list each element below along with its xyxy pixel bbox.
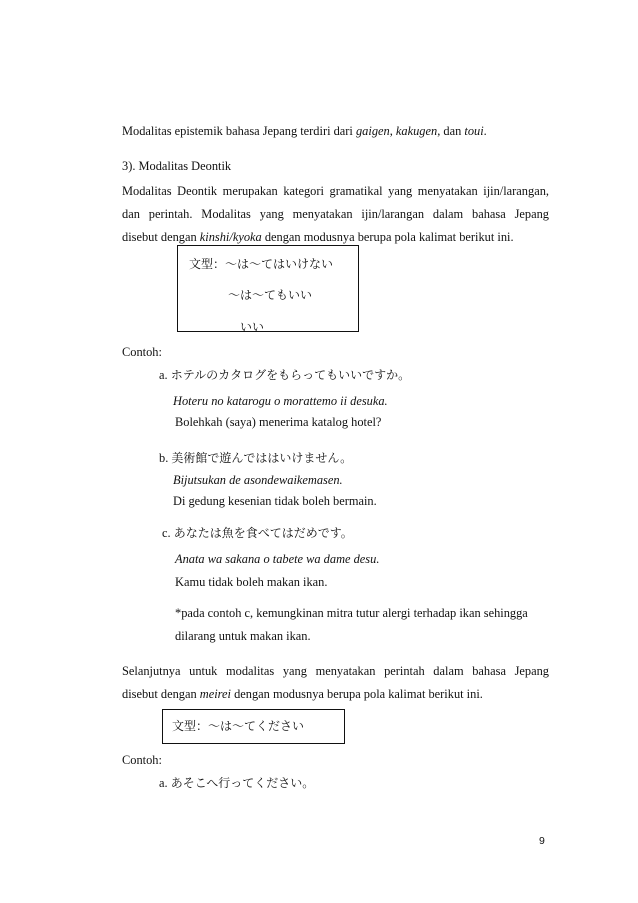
example-label: c. (162, 526, 174, 540)
pattern-box-meirei (162, 709, 345, 744)
para2-line2-post: dengan modusnya berupa pola kalimat berikut ini. (230, 687, 483, 701)
para1-line1: Modalitas Deontik merupakan kategori gramatikal yang menyatakan ijin/larangan, (122, 184, 549, 198)
separator: , (389, 124, 396, 138)
term-kakugen: kakugen (395, 124, 438, 138)
example-japanese: あそこへ行ってください。 (170, 776, 315, 790)
example-meirei-japanese-line (159, 776, 314, 792)
para1-line3-post: dengan modusnya berupa pola kalimat berikut ini. (261, 230, 514, 244)
example-label: b. (159, 451, 172, 465)
romaji-text: Anata wa sakana o tabete wa dame desu. (175, 552, 380, 566)
para1-line3-pre: disebut dengan (122, 230, 200, 244)
para2-line1: Selanjutnya untuk modalitas yang menyatakan perintah dalam bahasa Jepang (122, 664, 549, 678)
separator: , dan (437, 124, 465, 138)
pattern-row-meirei: 文型：～は～てください (172, 719, 305, 733)
para1-line3 (122, 230, 514, 246)
para2-line2 (122, 687, 483, 703)
page-number: 9 (539, 835, 545, 847)
example-label: a. (159, 776, 171, 790)
contoh-label: Contoh: (122, 345, 162, 359)
para2-line2-pre: disebut dengan (122, 687, 200, 701)
contoh-label: Contoh: (122, 753, 162, 767)
term-toui: toui (464, 124, 484, 138)
term-kinshi-kyoka: kinshi/kyoka (199, 230, 262, 244)
term-meirei: meirei (199, 687, 231, 701)
romaji-text: Hoteru no katarogu o morattemo ii desuka. (173, 394, 388, 408)
example-label: a. (159, 368, 171, 382)
intro-line (122, 124, 487, 140)
pattern-box-kinshi-kyoka (177, 245, 359, 332)
note-line1: *pada contoh c, kemungkinan mitra tutur alergi terhadap ikan sehingga (175, 606, 528, 620)
example-c-translation: Kamu tidak boleh makan ikan. (175, 575, 328, 589)
pattern-row-3: いい (240, 320, 265, 332)
example-c-romaji (175, 552, 379, 568)
example-c-japanese-line (162, 526, 353, 542)
example-b-japanese-line (159, 451, 352, 467)
example-a-romaji (173, 394, 388, 410)
romaji-text: Bijutsukan de asondewaikemasen. (173, 473, 343, 487)
example-b-translation: Di gedung kesenian tidak boleh bermain. (173, 494, 377, 508)
pattern-row-2: ～は～てもいい (228, 288, 313, 302)
note-line2: dilarang untuk makan ikan. (175, 629, 311, 643)
period: . (483, 124, 487, 138)
term-gaigen: gaigen (355, 124, 390, 138)
pattern-row-1: 文型：～は～てはいけない (189, 257, 334, 271)
intro-text: Modalitas epistemik bahasa Jepang terdiri dari (122, 124, 356, 138)
section-heading: 3). Modalitas Deontik (122, 159, 232, 173)
example-japanese: 美術館で遊んでははいけません。 (171, 451, 353, 465)
example-japanese: あなたは魚を食べてはだめです。 (173, 526, 353, 540)
example-b-romaji (173, 473, 343, 489)
para1-line2: dan perintah. Modalitas yang menyatakan ijin/larangan dalam bahasa Jepang (122, 207, 549, 221)
example-a-japanese-line (159, 368, 410, 384)
example-a-translation: Bolehkah (saya) menerima katalog hotel? (175, 415, 382, 429)
example-japanese: ホテルのカタログをもらってもいいですか。 (170, 368, 411, 382)
